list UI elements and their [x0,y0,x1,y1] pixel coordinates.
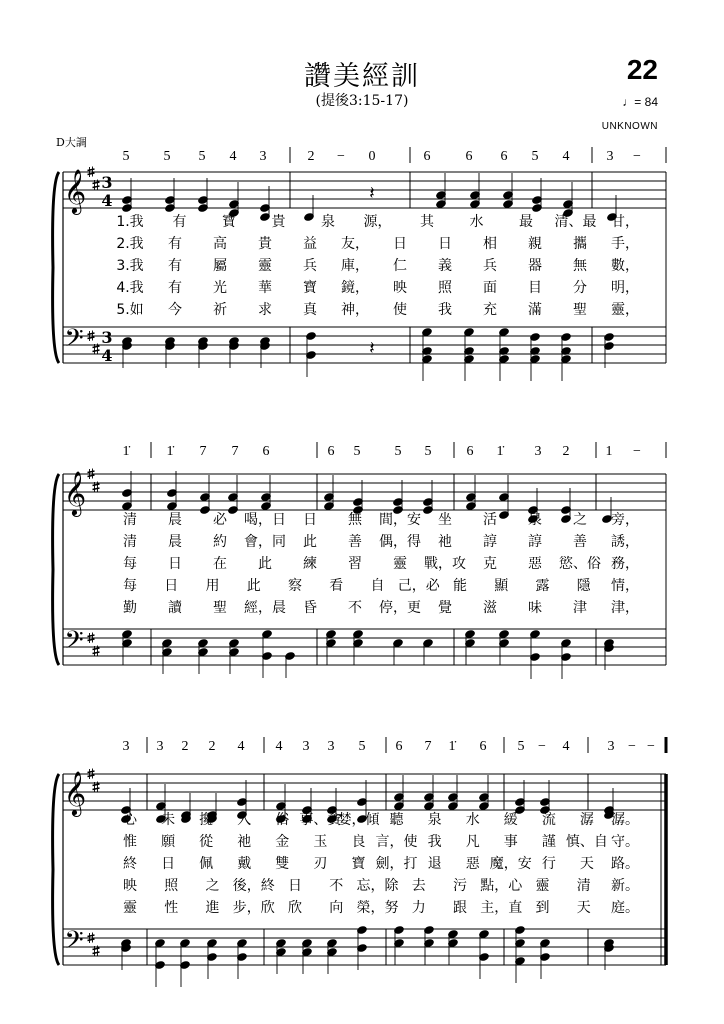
jianpu-number: 7 [231,444,239,459]
lyric-syllable: 祈 [213,302,227,318]
lyric-syllable: 親 [528,236,542,252]
lyric-syllable: 戰，攻 [424,556,466,572]
key-sharp-icon-bar [93,484,100,486]
lyric-syllable: 無 [348,512,362,528]
lyric-syllable: 言，使 [375,834,418,850]
lyric-syllable: 必 [213,512,227,528]
lyric-syllable: 去 [411,878,426,894]
jianpu-number: 3 [534,444,542,459]
lyric-syllable: 味 [528,600,542,616]
lyric-syllable: 誘， [611,534,639,550]
lyric-syllable: 攙 [199,812,214,828]
lyric-syllable: 日 [164,578,179,594]
lyric-syllable: 此 [258,556,272,572]
lyric-syllable: 清 [576,878,591,894]
lyric-syllable: 神， [341,302,369,318]
key-sharp-icon-bar [88,333,95,335]
lyric-syllable: 約 [213,534,227,550]
bass-clef-icon: 𝄢 [64,626,84,661]
lyric-syllable: 讀 [168,600,182,616]
lyric-syllable: 間，安 [379,512,421,528]
lyric-syllable: 有 [168,280,182,296]
lyric-syllable: 日 [438,236,452,252]
jianpu-number: 3 [327,739,335,754]
lyric-syllable: 日 [393,236,407,252]
lyric-syllable: 諄 [528,534,542,550]
jianpu-number: 1̇ [166,444,174,459]
lyric-syllable: 義 [438,258,452,274]
jianpu-number: 5 [163,149,171,164]
lyric-syllable: 不 [348,600,362,616]
lyric-syllable: 照 [438,280,452,296]
jianpu-number: − [538,739,546,754]
jianpu-number: 3 [606,149,614,164]
lyric-syllable: 昏 [303,600,317,616]
time-signature-numerator: 3 [101,328,113,347]
lyric-syllable: 1.我 [116,214,144,230]
lyric-syllable: 退 [427,856,442,872]
key-sharp-icon-bar [93,182,100,184]
lyric-syllable: 甘， [611,214,639,230]
lyric-syllable: 緩 [503,812,518,828]
jianpu-number: − [337,149,345,164]
lyric-syllable: 每 [123,556,137,572]
treble-clef-icon: 𝄞 [63,169,87,213]
lyric-syllable: 泉 [321,214,335,230]
jianpu-number: 7 [199,444,207,459]
lyric-syllable: 明， [611,280,639,296]
lyric-syllable: 停，更 [379,600,421,616]
key-sharp-icon-bar [88,471,95,473]
lyric-syllable: 己，必 [397,578,440,594]
key-sharp-icon-bar [88,939,95,941]
jianpu-number: 3 [302,739,310,754]
lyric-syllable: 戴 [237,856,252,872]
lyric-syllable: 不 [329,878,344,894]
scripture-reference: (提後3:15-17) [315,93,409,109]
lyric-syllable: 友， [341,236,369,252]
lyric-syllable: 在 [213,556,227,572]
key-sharp-icon-bar [93,648,100,650]
lyric-syllable: 行 [541,856,556,872]
lyric-syllable: 其 [420,214,434,230]
jianpu-number: − [633,444,641,459]
jianpu-number: 6 [465,149,473,164]
lyric-syllable: 泉 [528,512,542,528]
lyric-syllable: 有 [168,236,182,252]
lyric-syllable: 手， [611,236,639,252]
lyric-syllable: 3.我 [116,258,144,274]
lyric-syllable: 益 [303,236,317,252]
lyric-syllable: 靈 [258,258,272,274]
key-sharp-icon-bar [88,935,95,937]
jianpu-number: 2 [181,739,189,754]
lyric-syllable: 滿 [528,302,542,318]
lyric-syllable: 兵 [303,258,317,274]
lyric-syllable: 華 [258,280,272,296]
lyric-syllable: 隱 [576,578,591,594]
key-sharp-icon-bar [88,775,95,777]
lyric-syllable: 鏡， [341,280,369,296]
composer-label: UNKNOWN [601,121,658,132]
lyric-syllable: 聽 [389,812,404,828]
lyric-syllable: 欣 [288,900,302,916]
lyric-syllable: 榮，努 [356,900,399,916]
key-sharp-icon-bar [93,488,100,490]
lyric-syllable: 最 [519,214,533,230]
lyric-syllable: 情， [611,578,639,594]
lyric-syllable: 事、貪 [299,812,342,828]
lyric-syllable: 日 [288,878,302,894]
jianpu-number: 1̇ [448,739,456,754]
lyric-syllable: 晨 [168,534,182,550]
lyric-syllable: 照 [164,878,179,894]
lyric-syllable: 自 [370,578,385,594]
lyric-syllable: 守。 [611,834,639,850]
lyric-syllable: 經，晨 [244,600,286,616]
jianpu-number: 3 [122,739,130,754]
lyric-syllable: 面 [483,280,497,296]
lyric-syllable: 俗 [275,812,290,828]
lyric-syllable: 祂 [438,534,452,550]
lyric-syllable: 用 [205,578,220,594]
lyric-syllable: 察 [288,578,302,594]
lyric-syllable: 慾、俗 [559,556,601,572]
lyric-syllable: 活 [483,512,497,528]
lyric-syllable: 惡 [465,856,480,872]
lyric-syllable: 務， [611,556,639,572]
quarter-rest-icon: 𝄽 [369,338,375,359]
lyric-syllable: 事 [503,834,518,850]
jianpu-number: 5 [517,739,525,754]
jianpu-number: 5 [122,149,130,164]
jianpu-number: 5 [531,149,539,164]
lyric-syllable: 今 [168,302,182,318]
lyric-syllable: 旁， [611,512,639,528]
lyric-syllable: 忘，除 [356,878,399,894]
time-signature-denominator: 4 [101,191,113,210]
lyric-syllable: 源， [363,214,392,230]
lyric-syllable: 勤 [123,600,137,616]
jianpu-number: 6 [423,149,431,164]
lyric-syllable: 求 [258,302,272,318]
lyric-syllable: 潺 [579,812,594,828]
jianpu-number: 1̇ [496,444,504,459]
lyric-syllable: 習 [348,556,362,572]
lyric-syllable: 滋 [483,600,497,616]
jianpu-number: 4 [275,739,283,754]
lyric-syllable: 貴 [258,236,272,252]
lyric-syllable: 晨 [168,512,182,528]
lyric-syllable: 相 [483,236,497,252]
lyric-syllable: 寶 [351,856,366,872]
lyric-syllable: 喝，日 [244,512,286,528]
lyric-syllable: 露 [535,578,550,594]
key-sharp-icon-bar [93,788,100,790]
key-sharp-icon-bar [88,475,95,477]
lyric-syllable: 2.我 [116,236,144,252]
lyric-syllable: 水 [465,812,480,828]
lyric-syllable: 顯 [494,578,509,594]
lyric-syllable: 日 [168,556,182,572]
jianpu-number: 0 [368,149,376,164]
lyric-syllable: 魔，安 [489,856,532,872]
lyric-syllable: 力 [411,900,426,916]
lyric-syllable: 映 [123,878,137,894]
lyric-syllable: 聖 [573,302,587,318]
lyric-syllable: 泉 [427,812,442,828]
lyric-syllable: 仁 [393,258,407,274]
jianpu-number: 5 [358,739,366,754]
lyric-syllable: 器 [528,258,542,274]
lyric-syllable: 庭。 [611,900,639,916]
lyric-syllable: 慎、自 [565,834,608,850]
lyric-syllable: 心 [123,812,137,828]
system-bracket [53,774,59,965]
lyric-syllable: 未 [161,812,176,828]
key-sharp-icon-bar [93,186,100,188]
lyric-syllable: 能 [453,578,467,594]
key-sharp-icon-bar [88,639,95,641]
lyric-syllable: 終 [123,856,137,872]
lyric-syllable: 克 [483,556,497,572]
lyric-syllable: 婪，傾 [337,812,380,828]
jianpu-number: 6 [262,444,270,459]
lyric-syllable: 新。 [611,878,639,894]
treble-clef-icon: 𝄞 [63,471,87,515]
lyric-syllable: 進 [205,900,220,916]
lyric-syllable: 庫， [341,258,369,274]
tempo-marking: ♩= 84 [622,95,658,109]
lyric-syllable: 靈 [123,900,137,916]
lyric-syllable: 潺。 [611,812,639,828]
lyric-syllable: 有 [168,258,182,274]
key-label: D大調 [56,136,87,149]
time-signature-numerator: 3 [101,173,113,192]
lyric-syllable: 我 [427,834,442,850]
hymn-title: 讚美經訓 [304,61,420,92]
lyric-syllable: 性 [164,900,179,916]
lyric-syllable: 佩 [199,856,214,872]
lyric-syllable: 靈， [611,302,639,318]
lyric-syllable: 目 [528,280,542,296]
lyric-syllable: 偶，得 [379,534,421,550]
lyric-syllable: 充 [483,302,497,318]
lyric-syllable: 覺 [438,600,452,616]
lyric-syllable: 向 [329,900,344,916]
lyric-syllable: 之 [205,878,220,894]
quarter-rest-icon: 𝄽 [369,183,375,204]
lyric-syllable: 使 [393,302,407,318]
key-sharp-icon-bar [93,952,100,954]
key-sharp-icon-bar [93,346,100,348]
lyric-syllable: 金 [275,834,290,850]
lyric-syllable: 兵 [483,258,497,274]
key-sharp-icon-bar [93,350,100,352]
jianpu-number: 2 [307,149,315,164]
lyric-syllable: 路。 [611,856,639,872]
lyric-syllable: 主，直 [480,900,523,916]
jianpu-number: 6 [479,739,487,754]
lyric-syllable: 劍，打 [375,856,418,872]
lyric-syllable: 高 [213,236,227,252]
lyric-syllable: 入 [237,812,252,828]
jianpu-number: 6 [466,444,474,459]
lyric-syllable: 惡 [528,556,542,572]
jianpu-number: 1̇ [122,444,130,459]
lyric-syllable: 流 [541,812,556,828]
lyric-syllable: 靈 [393,556,407,572]
lyric-syllable: 靈 [535,878,550,894]
jianpu-number: 6 [327,444,335,459]
lyric-syllable: 天 [579,856,594,872]
key-sharp-icon-bar [88,337,95,339]
jianpu-number: 6 [500,149,508,164]
jianpu-number: 4 [229,149,237,164]
lyric-syllable: 善 [573,534,587,550]
jianpu-number: − [647,739,655,754]
lyric-syllable: 善 [348,534,362,550]
lyric-syllable: 無 [573,258,587,274]
lyric-syllable: 此 [246,578,261,594]
lyric-syllable: 清 [123,512,137,528]
lyric-syllable: 天 [576,900,591,916]
jianpu-number: 1 [605,444,613,459]
lyric-syllable: 清、最 [554,214,597,230]
lyric-syllable: 日 [303,512,317,528]
jianpu-number: 3 [156,739,164,754]
jianpu-number: 5 [353,444,361,459]
lyric-syllable: 貴 [271,214,286,230]
key-sharp-icon-bar [93,948,100,950]
lyric-syllable: 步，欣 [232,900,275,916]
jianpu-number: 4 [562,149,570,164]
bass-clef-icon: 𝄢 [64,324,84,359]
lyric-syllable: 雙 [275,856,290,872]
lyric-syllable: 後，終 [232,878,275,894]
jianpu-number: − [628,739,636,754]
hymn-number: 22 [626,54,658,85]
key-sharp-icon-bar [88,173,95,175]
jianpu-number: 2 [208,739,216,754]
jianpu-number: 4 [562,739,570,754]
lyric-syllable: 跟 [453,900,467,916]
lyric-syllable: 會，同 [244,534,286,550]
lyric-syllable: 數， [611,258,639,274]
lyric-syllable: 凡 [465,834,480,850]
lyric-syllable: 映 [393,280,407,296]
lyric-syllable: 每 [123,578,137,594]
lyric-syllable: 之 [573,512,587,528]
lyric-syllable: 光 [213,280,227,296]
lyric-syllable: 謹 [541,834,556,850]
jianpu-number: 6 [395,739,403,754]
lyric-syllable: 污 [453,878,467,894]
lyric-syllable: 刃 [313,856,328,872]
key-sharp-icon-bar [88,771,95,773]
jianpu-number: 4 [237,739,245,754]
bass-clef-icon: 𝄢 [64,926,84,961]
jianpu-number: 3 [259,149,267,164]
jianpu-number: 3 [607,739,615,754]
lyric-syllable: 真 [303,302,317,318]
system-bracket [53,474,59,665]
lyric-syllable: 5.如 [116,302,144,318]
lyric-syllable: 攜 [573,236,587,252]
jianpu-number: 2 [562,444,570,459]
lyric-syllable: 祂 [237,834,252,850]
lyric-syllable: 有 [172,214,187,230]
jianpu-number: 5 [394,444,402,459]
lyric-syllable: 寶 [222,214,236,230]
jianpu-number: 5 [198,149,206,164]
time-signature-denominator: 4 [101,346,113,365]
lyric-syllable: 願 [161,834,176,850]
lyric-syllable: 諄 [483,534,497,550]
key-sharp-icon-bar [88,169,95,171]
lyric-syllable: 4.我 [116,280,144,296]
lyric-syllable: 津， [611,600,639,616]
lyric-syllable: 練 [303,556,317,572]
lyric-syllable: 清 [123,534,137,550]
lyric-syllable: 看 [329,578,344,594]
lyric-syllable: 惟 [123,834,137,850]
lyric-syllable: 良 [351,834,366,850]
lyric-syllable: 我 [438,302,452,318]
lyric-syllable: 津 [573,600,587,616]
lyric-syllable: 分 [573,280,587,296]
key-sharp-icon-bar [88,635,95,637]
jianpu-number: 7 [424,739,432,754]
lyric-syllable: 從 [199,834,214,850]
lyric-syllable: 屬 [213,258,227,274]
lyric-syllable: 寶 [303,280,317,296]
jianpu-number: − [633,149,641,164]
key-sharp-icon-bar [93,652,100,654]
jianpu-number: 5 [424,444,432,459]
key-sharp-icon-bar [93,784,100,786]
lyric-syllable: 水 [469,214,484,230]
treble-clef-icon: 𝄞 [63,771,87,815]
lyric-syllable: 此 [303,534,317,550]
lyric-syllable: 點，心 [480,878,523,894]
lyric-syllable: 聖 [213,600,227,616]
lyric-syllable: 玉 [313,834,328,850]
lyric-syllable: 到 [535,900,550,916]
lyric-syllable: 坐 [438,512,452,528]
system-bracket [53,172,59,363]
lyric-syllable: 日 [161,856,176,872]
